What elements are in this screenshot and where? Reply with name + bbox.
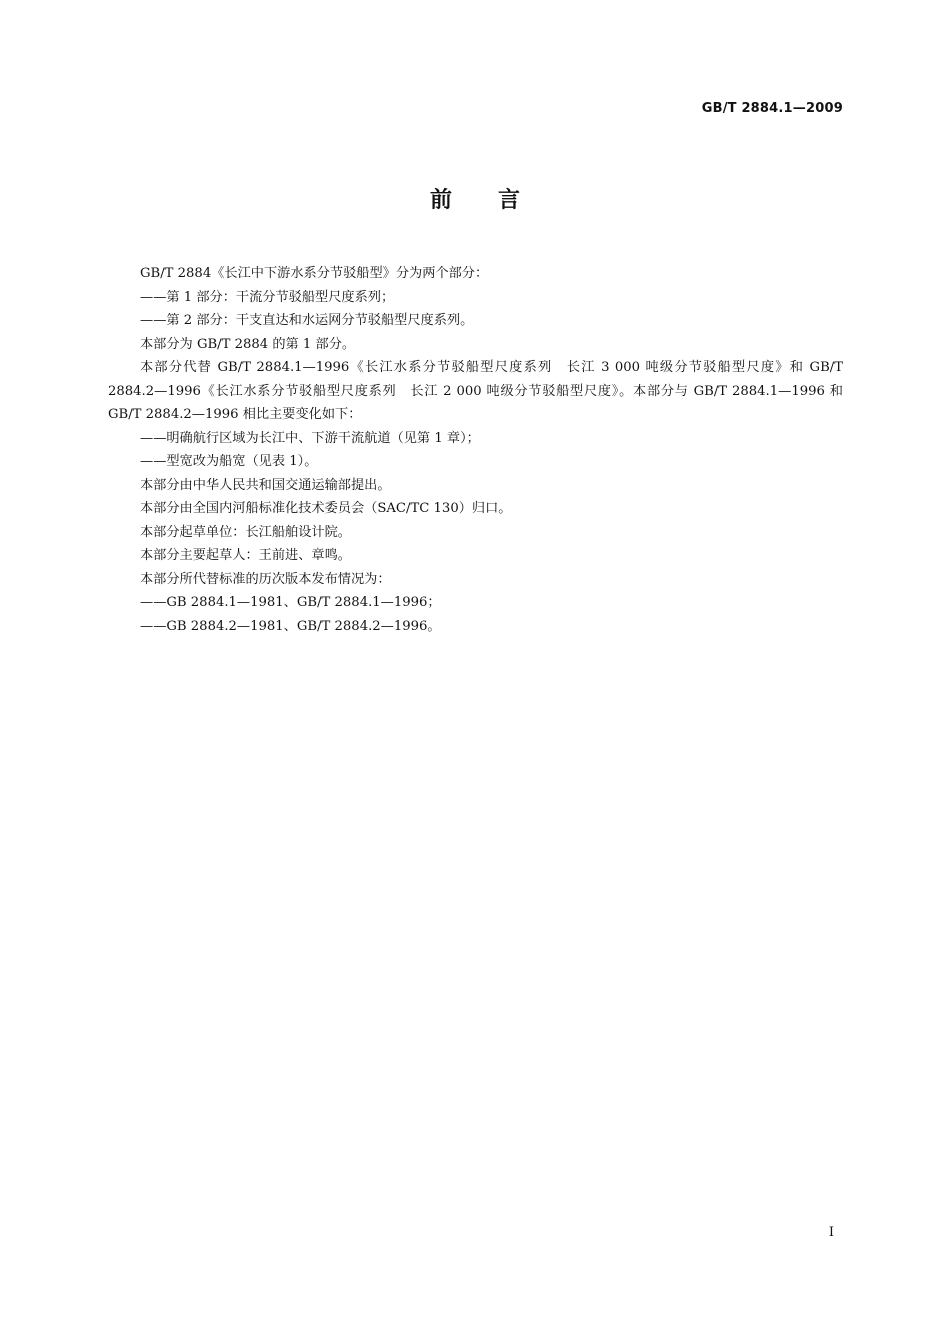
paragraph: 本部分由全国内河船标准化技术委员会（SAC/TC 130）归口。 (140, 501, 512, 516)
paragraph: ——型宽改为船宽（见表 1）。 (140, 454, 318, 469)
paragraph: ——第 2 部分：干支直达和水运网分节驳船型尺度系列。 (140, 313, 474, 328)
paragraph: 本部分主要起草人：王前进、章鸣。 (140, 548, 351, 563)
paragraph: 本部分为 GB/T 2884 的第 1 部分。 (140, 336, 356, 352)
paragraph: 本部分起草单位：长江船舶设计院。 (140, 524, 351, 540)
foreword-body (108, 262, 843, 638)
paragraph: ——GB 2884.1—1981、GB/T 2884.1—1996； (140, 595, 441, 610)
paragraph: 本部分代替 GB/T 2884.1—1996《长江水系分节驳船型尺度系列 长江 3 000 吨级分节驳船型尺度》和 GB/T 2884.2—1996《长江水系分节驳船型尺度系列 长江 2 000 吨级分节驳船型尺度》。本部分与 GB/T 2884.1—1996 和 GB/T 2884.2—1996 相比主要变化如下： (108, 360, 843, 422)
standard-number: GB/T 2884.1—2009 (701, 101, 843, 116)
paragraph: ——第 1 部分：干流分节驳船型尺度系列； (140, 289, 395, 305)
paragraph: ——GB 2884.2—1981、GB/T 2884.2—1996。 (140, 618, 441, 634)
page-number: I (828, 1225, 834, 1240)
paragraph: GB/T 2884《长江中下游水系分节驳船型》分为两个部分： (140, 266, 489, 281)
paragraph: 本部分所代替标准的历次版本发布情况为： (140, 571, 391, 587)
paragraph: ——明确航行区域为长江中、下游干流航道（见第 1 章）； (140, 430, 480, 446)
page-title: 前言 (429, 188, 566, 213)
paragraph: 本部分由中华人民共和国交通运输部提出。 (140, 477, 391, 493)
